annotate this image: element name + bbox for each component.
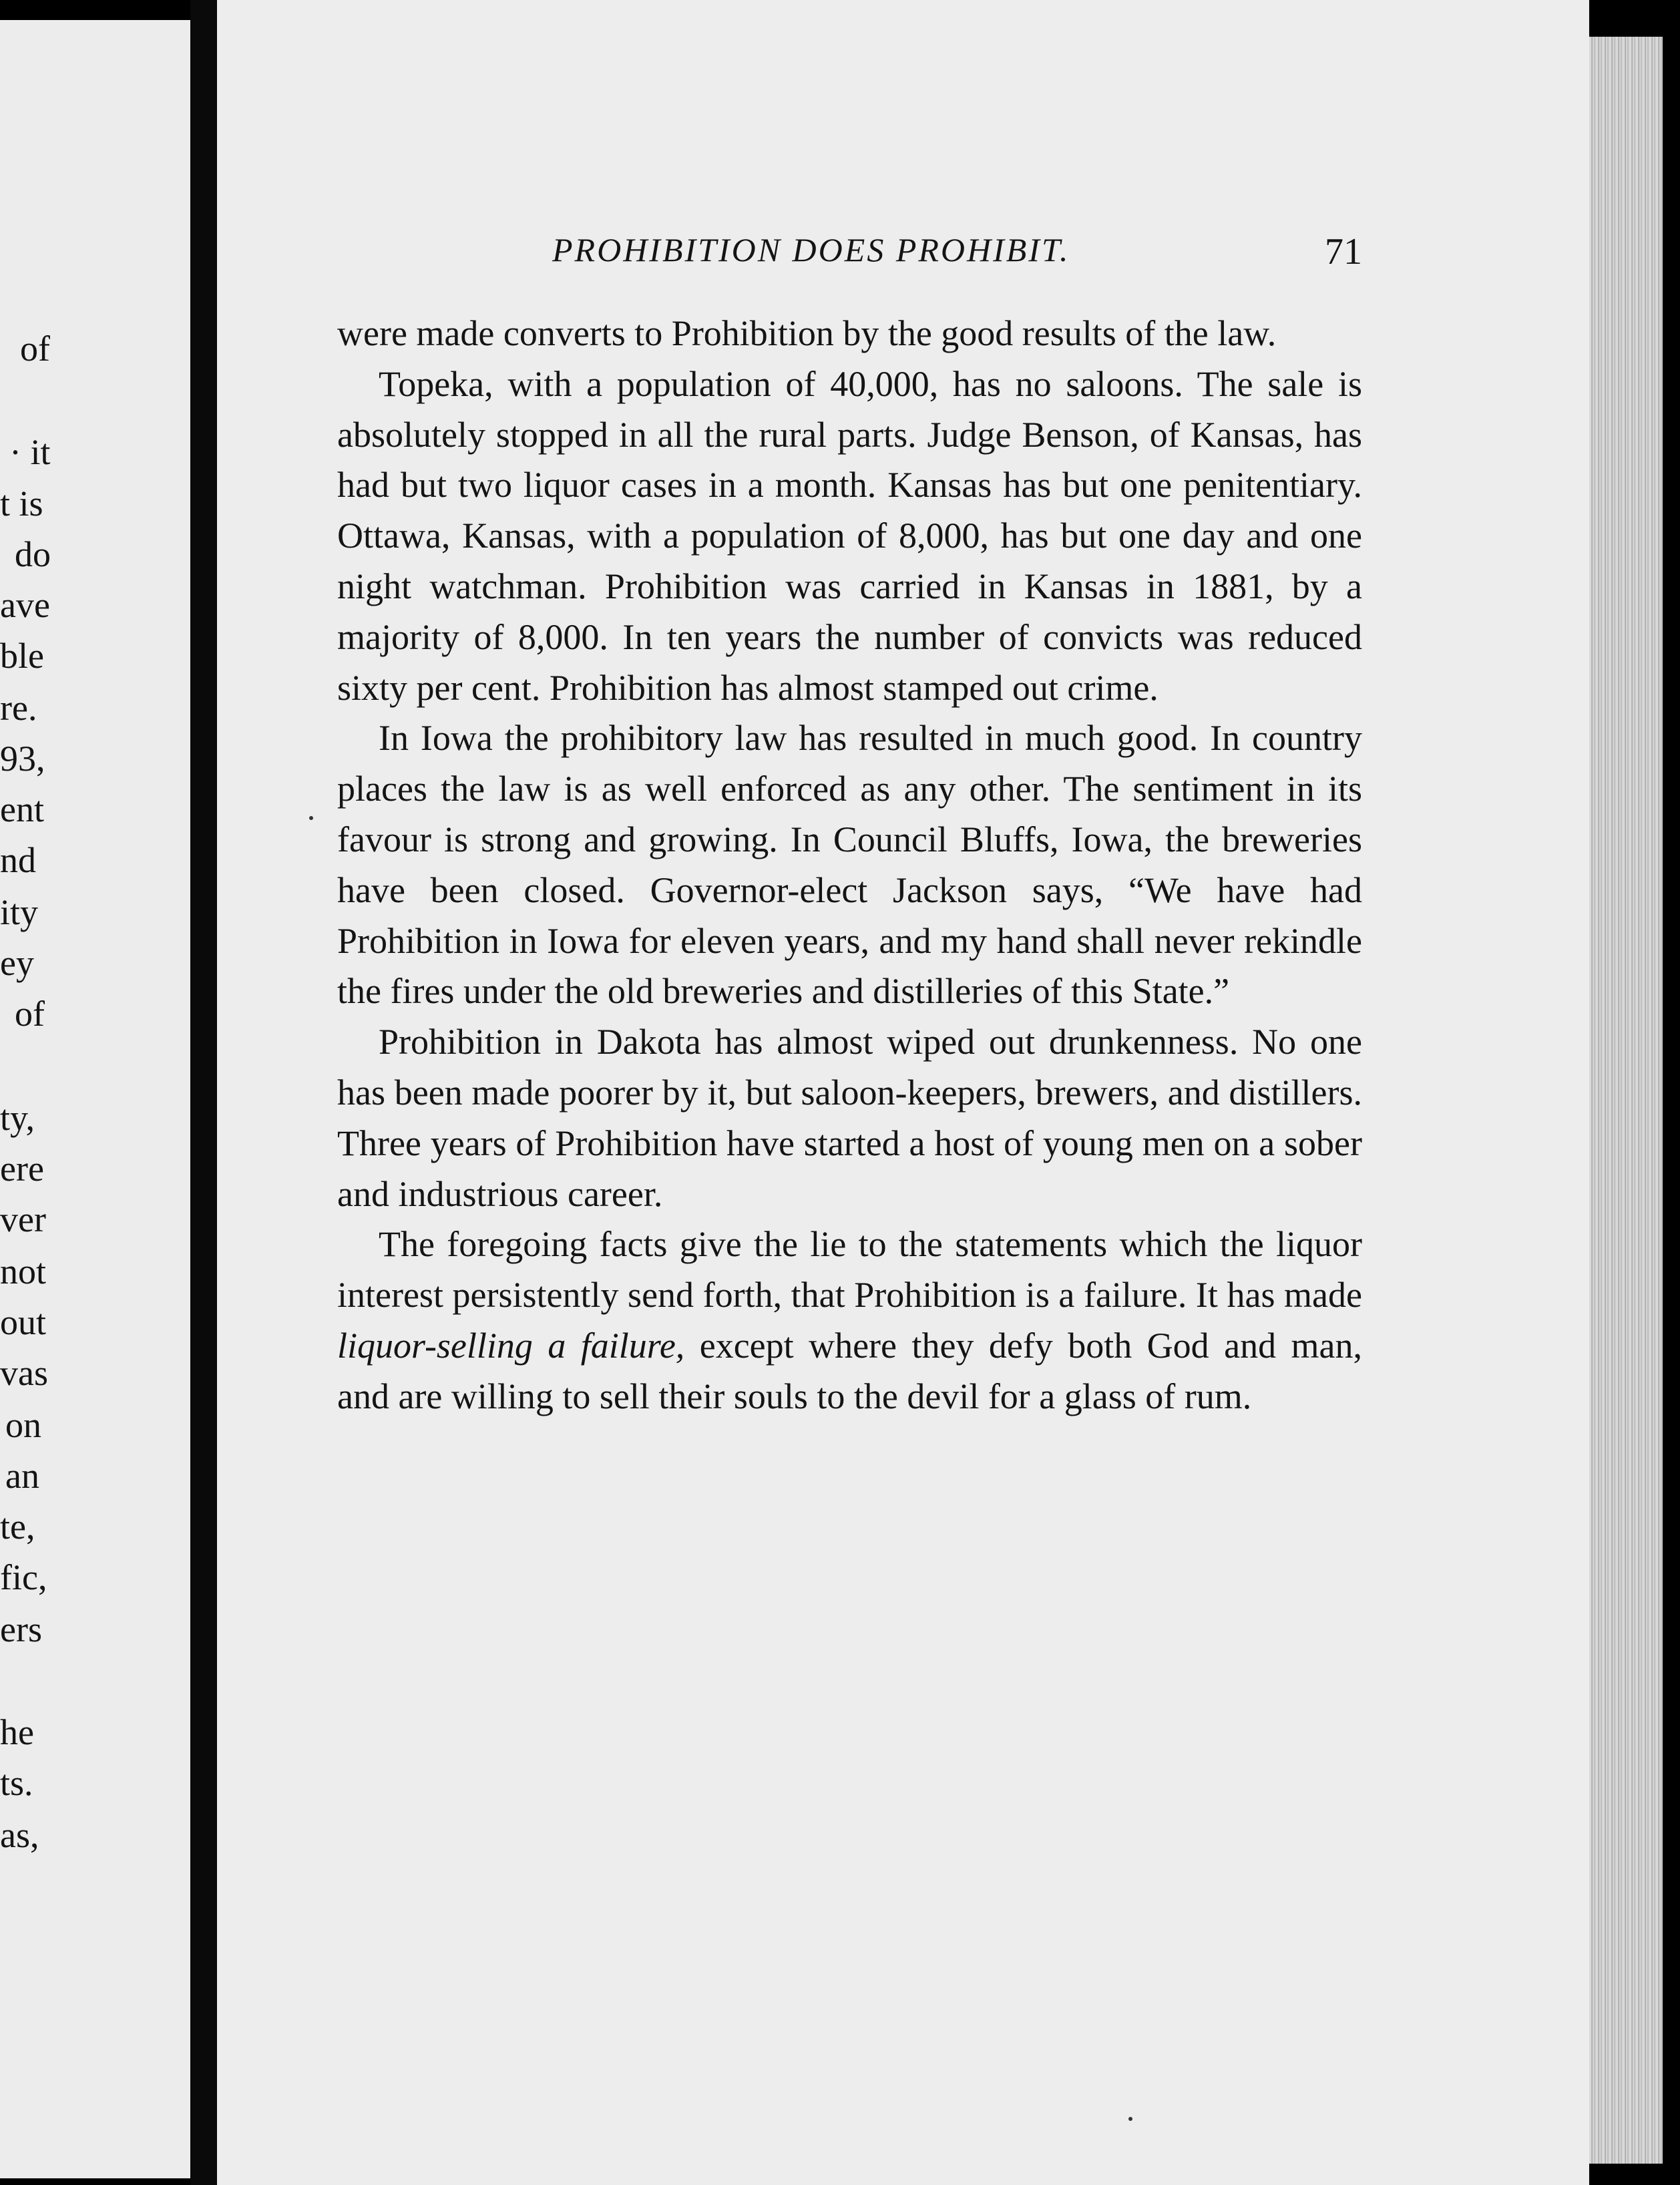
emphasis-text: liquor-selling a failure, [337,1325,685,1366]
left-page-fragment: of [20,329,50,369]
paragraph-text: The foregoing facts give the lie to the statements which the liquor interest persistently send forth, that Prohibition is a failure. It has made [337,1224,1362,1316]
left-page-fragment: ent [0,789,44,829]
paragraph: Topeka, with a population of 40,000, has no saloons. The sale is absolutely stopped in all the rural parts. Judge Benson, of Kansas, has had but two liquor cases in a month. Kansas has but one penitentiary. Ottawa, Kansas, with a population of 8,000, has but one day and one night watchman. Prohibition was carried in Kansas in 1881, by a majority of 8,000. In ten years the number of convicts was reduced sixty per cent. Prohibition has almost stamped out crime. [337,363,1362,708]
page-number: 71 [1325,231,1362,272]
left-page-fragment: of [15,994,45,1034]
left-page-fragment: ver [0,1199,46,1239]
left-page-fragment: vas [0,1353,48,1393]
left-page-fragment: ity [0,892,39,932]
left-page-fragment: on [5,1405,41,1445]
left-page-fragment: te, [0,1507,35,1547]
paragraph: were made converts to Prohibition by the good results of the law. [337,313,1277,353]
left-page-fragment: ble [0,636,44,676]
left-page-fragment: ts. [0,1763,33,1803]
left-page-fragment: ers [0,1609,42,1649]
running-head [337,230,1362,277]
left-page-fragment: ave [0,585,50,625]
paragraph: Prohibition in Dakota has almost wiped out drunkenness. No one has been made poorer by it, but saloon-keepers, brewers, and distillers. Three years of Prohibition have started a host of young men on a sober and industrious career. [337,1022,1362,1214]
left-page-fragment: ey [0,943,34,983]
left-page-fragment: he [0,1712,34,1752]
paragraph [337,1219,1362,1422]
left-page-fragment: · it [9,432,51,472]
scan-speck [309,816,313,820]
scan-speck [1128,2117,1132,2121]
left-page-fragment: as, [0,1815,39,1855]
page-edges [1589,37,1663,2164]
body-text [337,309,1362,1422]
left-page-fragment: nd [0,840,36,880]
left-page-fragment: ere [0,1149,44,1189]
left-page-fragment: out [0,1302,47,1342]
book-gutter [190,0,217,2185]
left-page-fragment: fic, [0,1557,47,1597]
left-page-fragment: do [15,534,51,574]
left-page-fragment: re. [0,688,37,728]
left-page-fragment: not [0,1251,47,1292]
left-page-fragment: ty, [0,1098,35,1138]
left-page-fragment: an [5,1456,39,1496]
paragraph: In Iowa the prohibitory law has resulted in much good. In country places the law is as well enforced as any other. The sentiment in its favour is strong and growing. In Council Bluffs, Iowa, the breweries have been closed. Governor-elect Jackson says, “We have had Prohibition in Iowa for eleven years, and my hand shall never rekindle the fires under the old breweries and distilleries of this State.” [337,718,1362,1012]
left-page-fragment: 93, [0,739,45,779]
left-page-fragment: t is [0,483,43,524]
paragraph-text: except where they defy both God and man, and are willing to sell their souls to the devil for a glass of rum. [337,1325,1363,1416]
running-title: PROHIBITION DOES PROHIBIT. [552,231,1070,268]
left-page [0,20,190,2178]
